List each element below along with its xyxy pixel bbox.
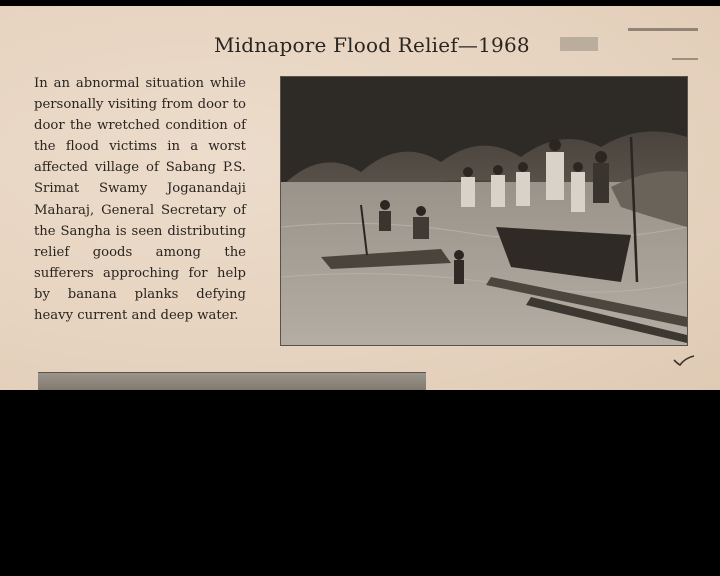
next-photo-edge bbox=[38, 372, 426, 390]
print-smudge bbox=[560, 37, 598, 51]
print-smudge bbox=[672, 58, 698, 60]
article-title: Midnapore Flood Relief—1968 bbox=[214, 33, 530, 57]
article-caption: In an abnormal situation while personally visiting from door to door the wretched condition of the flood victims in a worst affected village of Sabang P.S. Srimat Swamy Joganandaji Maharaj, General Secretary of the Sangha is seen distributing relief goods among the sufferers approching for help by banana planks defying heavy current and deep water. bbox=[34, 76, 246, 324]
check-mark-icon bbox=[672, 352, 696, 368]
flood-relief-photo bbox=[280, 76, 688, 346]
newspaper-clipping bbox=[0, 6, 720, 390]
print-smudge bbox=[628, 28, 698, 31]
